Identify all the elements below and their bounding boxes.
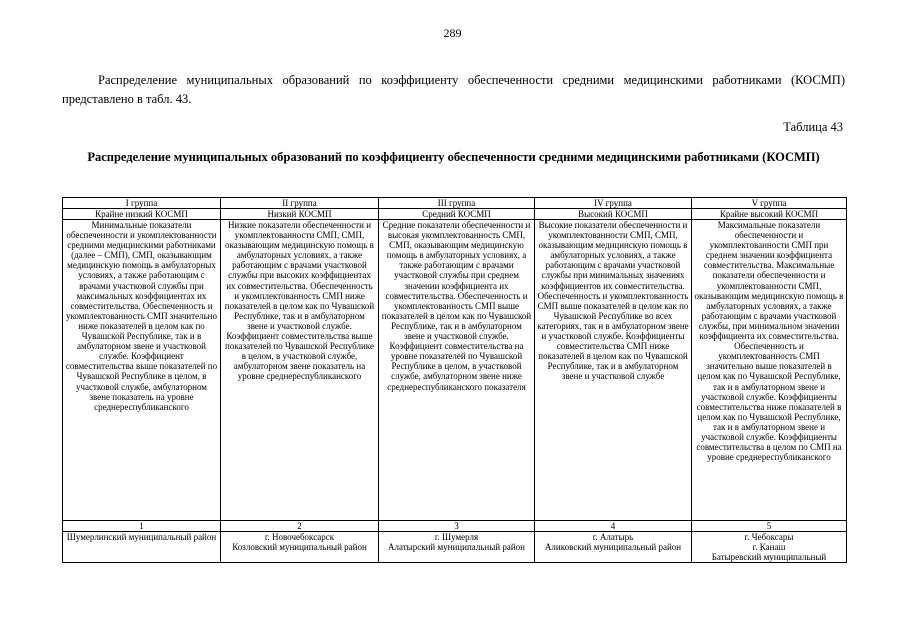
group-name-cell: II группа xyxy=(221,198,379,209)
municipality-name: г. Чебоксары xyxy=(744,532,794,542)
group-level-cell: Низкий КОСМП xyxy=(221,209,379,220)
group-name-cell: I группа xyxy=(63,198,221,209)
group-level-cell: Средний КОСМП xyxy=(379,209,535,220)
group-description-cell: Средние показатели обеспеченности и высокая укомплектованность СМП, СМП, оказывающим медицинскую помощь в амбулаторных условиях, а также работающим с врачами участковой службы при среднем значении коэффициента их совместительства. Обеспеченность и укомплектованность СМП выше показателей в целом как по Чувашской Республике, так и в амбулаторном звене и участковой службе. Коэффициент совместительства на уровне показателей по Чувашской Республике в целом, в участковой службе, амбулаторном звене ниже среднереспубликанского показателя xyxy=(379,220,535,521)
table-title: Распределение муниципальных образований по коэффициенту обеспеченности средними медицинскими работниками (КОСМП) xyxy=(87,150,820,164)
intro-paragraph: Распределение муниципальных образований по коэффициенту обеспеченности средними медицинскими работниками (КОСМП) представлено в табл. 43. xyxy=(62,73,845,106)
municipality-name: г. Алатырь xyxy=(592,532,634,542)
groups-table xyxy=(62,197,847,563)
municipality-name: Шумерлинский муниципальный район xyxy=(66,532,217,542)
group-description-cell: Минимальные показатели обеспеченности и укомплектованности средними медицинскими работниками (далее – СМП), СМП, оказывающим медицинскую помощь в амбулаторных условиях, а также работающим с врачами участковой службы при максимальных коэффициентах их совместительства. Обеспеченность и укомплектованность СМП значительно ниже показателей в целом как по Чувашской Республике, так и в амбулаторном звене и участковой службе. Коэффициент совместительства выше показателей по Чувашской Республике в целом, в участковой службе, амбулаторном звене показатель на уровне среднереспубликанского xyxy=(63,220,221,521)
municipality-name: г. Новочебоксарск xyxy=(264,532,335,542)
column-number-cell: 1 xyxy=(63,521,221,532)
municipality-name: Козловский муниципальный район xyxy=(232,542,367,553)
page-number: 289 xyxy=(443,26,462,40)
group-name-cell: IV группа xyxy=(535,198,692,209)
municipality-cell xyxy=(379,532,535,563)
column-number-cell: 5 xyxy=(692,521,847,532)
group-name-cell: III группа xyxy=(379,198,535,209)
municipality-cell xyxy=(692,532,847,563)
municipality-name: Алатырский муниципальный район xyxy=(388,542,525,553)
group-name-row xyxy=(63,198,847,209)
municipality-row xyxy=(63,532,847,563)
municipality-name: г. Шумерля xyxy=(434,532,479,542)
group-level-row xyxy=(63,209,847,220)
group-level-cell: Крайне низкий КОСМП xyxy=(63,209,221,220)
municipality-name: Батыревский муниципальный xyxy=(711,552,827,563)
column-number-cell: 3 xyxy=(379,521,535,532)
column-number-cell: 2 xyxy=(221,521,379,532)
column-number-row xyxy=(63,521,847,532)
municipality-cell xyxy=(535,532,692,563)
municipality-cell xyxy=(221,532,379,563)
column-number-cell: 4 xyxy=(535,521,692,532)
group-description-row xyxy=(63,220,847,521)
group-level-cell: Крайне высокий КОСМП xyxy=(692,209,847,220)
municipality-cell xyxy=(63,532,221,563)
municipality-name: г. Канаш xyxy=(752,542,786,553)
group-description-cell: Высокие показатели обеспеченности и укомплектованности СМП, СМП, оказывающим медицинскую помощь в амбулаторных условиях, а также работающим с врачами участковой службы при минимальных значениях коэффициентов их совместительства. Обеспеченность и укомплектованность СМП выше показателей в целом как по Чувашской Республике во всех категориях, так и в амбулаторном звене и участковой службе. Коэффициенты совместительства СМП ниже показателей в целом как по Чувашской Республике, так и в амбулаторном звене и участковой службе xyxy=(535,220,692,521)
group-level-cell: Высокий КОСМП xyxy=(535,209,692,220)
table-caption: Таблица 43 xyxy=(783,120,843,134)
group-description-cell: Максимальные показатели обеспеченности и укомплектованности СМП при среднем значении коэффициента совместительства. Максимальные показатели обеспеченности и укомплектованности СМП, оказывающим медицинскую помощь в амбулаторных условиях, а также работающим с врачами участковой службы, при минимальном значении коэффициента их совместительства. Обеспеченность и укомплектованность СМП значительно выше показателей в целом как по Чувашской Республике, так и в амбулаторном звене и участковой службе. Коэффициенты совместительства ниже показателей в целом как по Чувашской Республике, так и в амбулаторном звене и участковой службе. Коэффициенты совместительства в целом по СМП на уровне среднереспубликанского xyxy=(692,220,847,521)
group-description-cell: Низкие показатели обеспеченности и укомплектованности СМП, СМП, оказывающим медицинскую помощь в амбулаторных условиях, а также работающим с врачами участковой службы при высоких коэффициентах их совместительства. Обеспеченность и укомплектованность СМП ниже показателей в целом как по Чувашской Республике, так и в амбулаторном звене и участковой службе. Коэффициент совместительства выше показателей по Чувашской Республике в целом, в участковой службе, амбулаторном звене показатель на уровне среднереспубликанского xyxy=(221,220,379,521)
municipality-name: Аликовский муниципальный район xyxy=(544,542,682,553)
group-name-cell: V группа xyxy=(692,198,847,209)
